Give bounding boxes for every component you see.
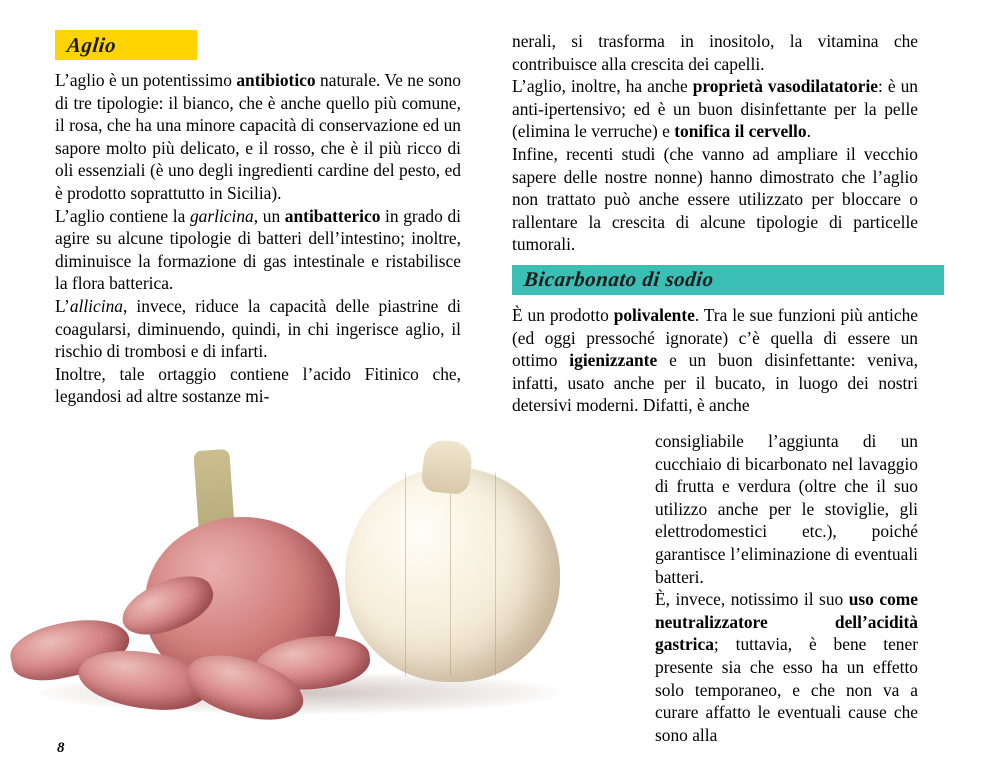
text-run: È, invece, notissimo il suo xyxy=(655,589,849,610)
section-heading-aglio xyxy=(55,30,197,60)
wrapped-text-block xyxy=(655,430,918,746)
text-run: : è un anti-ipertensivo; ed è un buon disinfettante per la pelle (elimina le verruche) e xyxy=(512,76,918,142)
right-column xyxy=(512,30,918,417)
paragraph xyxy=(512,143,918,256)
text-run: ; tuttavia, è bene tener presente sia che esso ha un effetto solo temporaneo, e che non va a curare affatto le eventuali cause che sono alla xyxy=(655,634,918,745)
photo-canvas xyxy=(0,432,645,742)
italic-run: garlicina xyxy=(189,205,254,226)
bold-run: antibatterico xyxy=(284,205,381,226)
right-column-bicarbonato-body xyxy=(512,304,918,417)
text-run: , un xyxy=(253,205,285,226)
text-run: , invece, riduce la capacità delle piastrine di coagularsi, diminuendo, quindi, in chi ingerisce aglio, il rischio di trombosi e di infarti. xyxy=(55,295,461,362)
text-run: L’ xyxy=(55,295,70,316)
text-run: Infine, recenti studi (che vanno ad ampliare il vecchio sapere delle nostre nonne) hanno dimostrato che l’aglio non trattato può anche essere utilizzato per bloccare o rallentare la crescita di alcune tipologie di particelle tumorali. xyxy=(512,143,918,255)
text-run: e un buon disinfettante: veniva, infatti, usato anche per il bucato, in luogo dei nostri detersivi moderni. Difatti, è anche xyxy=(512,350,918,416)
text-run: L’aglio, inoltre, ha anche xyxy=(512,76,693,97)
bold-run: polivalente xyxy=(613,304,695,325)
paragraph xyxy=(55,295,461,363)
paragraph xyxy=(55,363,461,408)
text-run: consigliabile l’aggiunta di un cucchiaio di bicarbonato nel lavaggio di frutta e verdura (oltre che il suo utilizzo anche per le stoviglie, gli elettrodomestici etc.), poiché garantisce l’eliminazione di eventuali batteri. xyxy=(655,431,918,587)
italic-run: allicina xyxy=(69,295,123,316)
text-run: L’aglio è un potentissimo xyxy=(55,70,237,90)
right-column-top-body xyxy=(512,30,918,256)
text-run: in grado di agire su alcune tipologie di batteri dell’intestino; inoltre, diminuisce la formazione di gas intestinale e ristabilisce la flora batterica. xyxy=(55,205,461,294)
paragraph xyxy=(512,75,918,143)
white-garlic-bulb xyxy=(345,467,560,682)
text-run: È un prodotto xyxy=(512,304,614,325)
text-run: L’aglio contiene la xyxy=(55,205,190,226)
text-run: . xyxy=(806,121,811,142)
section-heading-bicarbonato xyxy=(512,265,944,295)
paragraph xyxy=(55,205,461,295)
section-heading-bicarbonato-text: Bicarbonato di sodio xyxy=(522,267,716,292)
paragraph xyxy=(655,588,918,746)
text-run: nerali, si trasforma in inositolo, la vitamina che contribuisce alla crescita dei capelli. xyxy=(512,31,918,74)
left-column xyxy=(55,30,461,408)
left-column-body xyxy=(55,69,461,408)
paragraph xyxy=(512,30,918,75)
bold-run: antibiotico xyxy=(236,70,316,90)
page-number: 8 xyxy=(57,740,65,756)
text-run: naturale. Ve ne sono di tre tipologie: il bianco, che è anche quello più comune, il rosa, che ha una minore capacità di conservazione ed un sapore molto più delicato, e il rosso, che è il più ricco di oli essenziali (è uno degli ingredienti cardine del pesto, ed è prodotto soprattutto in Sicilia). xyxy=(55,70,462,203)
section-heading-aglio-text: Aglio xyxy=(65,32,118,57)
paragraph xyxy=(655,430,918,588)
bold-run: tonifica il cervello xyxy=(674,121,807,142)
text-run: Inoltre, tale ortaggio contiene l’acido Fitinico che, legandosi ad altre sostanze mi- xyxy=(55,363,461,407)
bold-run: uso come neutralizzatore dell’acidità gastrica xyxy=(655,589,919,655)
text-run: . Tra le sue funzioni più antiche (ed oggi pressoché ignorate) c’è quella di essere un ottimo xyxy=(512,304,918,371)
paragraph xyxy=(55,69,461,205)
bold-run: proprietà vasodilatatorie xyxy=(692,76,879,97)
paragraph xyxy=(512,304,918,417)
bold-run: igienizzante xyxy=(569,350,658,371)
garlic-bulbs-photo xyxy=(0,432,645,742)
